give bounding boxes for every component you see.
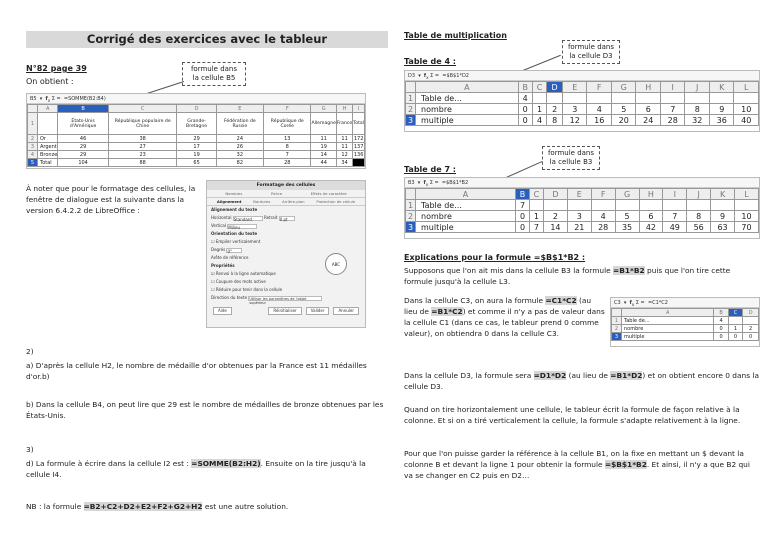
table-cell[interactable]: 7	[264, 151, 311, 159]
dialog-buttons	[207, 306, 365, 316]
table-cell[interactable]: 16	[587, 115, 612, 126]
table-cell[interactable]: 0	[518, 104, 532, 115]
table-cell[interactable]: I	[660, 82, 685, 93]
table-cell[interactable]: 13	[264, 135, 311, 143]
table-cell[interactable]	[587, 93, 612, 104]
table-cell[interactable]: 28	[591, 222, 615, 233]
left-column	[26, 0, 388, 543]
table-cell[interactable]: 4	[518, 93, 532, 104]
expl-title: Explications pour la formule =$B$1*B2 :	[404, 253, 586, 262]
table-cell[interactable]: 3	[612, 333, 622, 341]
note-b5: formule dans la cellule B5	[182, 62, 246, 86]
table-cell[interactable]: 9	[711, 211, 735, 222]
table-cell[interactable]: 29	[177, 135, 216, 143]
horizontal-row: Horizontal Standard Retrait 0 pt	[207, 214, 365, 222]
table7-spreadsheet	[404, 177, 760, 239]
table-cell[interactable]: Total	[353, 113, 365, 135]
table-cell[interactable]: 23	[108, 151, 177, 159]
table-cell[interactable]: 3	[28, 143, 38, 151]
table-cell[interactable]	[660, 93, 685, 104]
para-drag: Quand on tire horizontalement une cellule, le tableur écrit la formule de façon relative à la colonne. Et si on a tiré verticalement la cellule, la formule s'adapte relativement à la ligne.	[404, 405, 741, 425]
column-header-row	[406, 82, 759, 93]
table-cell[interactable]	[544, 200, 568, 211]
table-cell[interactable]: Argent	[38, 143, 58, 151]
table-row	[406, 222, 759, 233]
table-cell[interactable]: 63	[711, 222, 735, 233]
help-button[interactable]: Aide	[213, 307, 232, 315]
table-cell[interactable]	[687, 200, 711, 211]
medals-spreadsheet	[26, 93, 366, 169]
table-cell[interactable]: D	[544, 189, 568, 200]
dialog-tabs-row2	[207, 198, 365, 206]
format-cells-dialog	[206, 180, 366, 328]
formula-bar-t7: B3 ▾ $f_x$ Σ = =$B$1*B2	[405, 178, 759, 188]
table-cell[interactable]: 21	[567, 222, 591, 233]
table-cell[interactable]: 19	[177, 151, 216, 159]
table-cell[interactable]: 12	[562, 115, 587, 126]
table-row	[28, 135, 365, 143]
formula-bar: B5 ▾ $f_x$ Σ = =SOMME(B2:B4)	[27, 94, 365, 104]
table-cell[interactable]: G	[311, 105, 336, 113]
table-cell[interactable]: J	[687, 189, 711, 200]
table-cell[interactable]: 2	[544, 211, 568, 222]
table-cell[interactable]: B	[518, 82, 532, 93]
medals-table	[27, 104, 365, 167]
table-cell[interactable]: 0	[518, 115, 532, 126]
table-cell[interactable]: Table de...	[416, 200, 516, 211]
table-cell[interactable]: nombre	[416, 104, 519, 115]
table-cell[interactable]	[612, 309, 622, 317]
table-cell[interactable]: 19	[311, 143, 336, 151]
table-cell[interactable]	[406, 189, 416, 200]
table-cell[interactable]: B	[58, 105, 109, 113]
table-cell[interactable]	[743, 317, 759, 325]
ok-button[interactable]: Valider	[306, 307, 330, 315]
dialog-title: Formatage des cellules	[207, 181, 365, 190]
table-cell[interactable]: 2	[406, 211, 416, 222]
table-cell[interactable]: 26	[216, 143, 263, 151]
q2-label: 2)	[26, 347, 34, 356]
table-row	[28, 159, 365, 167]
degrees-field[interactable]: 0°	[226, 248, 242, 253]
vertical-row: Vertical Milieu	[207, 222, 365, 230]
table-cell[interactable]: 28	[264, 159, 311, 167]
table-cell[interactable]: E	[567, 189, 591, 200]
table-cell[interactable]: D	[177, 105, 216, 113]
table-cell[interactable]: H	[639, 189, 663, 200]
table-cell[interactable]: 40	[734, 115, 759, 126]
table7	[405, 188, 759, 233]
table-cell[interactable]: 4	[714, 317, 728, 325]
table-cell[interactable]: I	[663, 189, 687, 200]
table-cell[interactable]: 24	[216, 135, 263, 143]
table-cell[interactable]: 5	[611, 104, 636, 115]
table-cell[interactable]	[711, 200, 735, 211]
para-fix: Pour que l'on puisse garder la référence à la cellule B1, on la fixe en mettant un $ devant la colonne B et devant la ligne 1 pour obtenir la formule =$B$1*B2. Et ainsi, il n'y a que B2 qui va se changer en C2 puis en D2…	[404, 449, 750, 480]
table-row	[612, 333, 759, 341]
table-cell[interactable]	[567, 200, 591, 211]
formula-sum-alt: =B2+C2+D2+E2+F2+G2+H2	[83, 502, 203, 511]
formula-somme: =SOMME(B2:H2)	[191, 459, 261, 468]
table-cell[interactable]	[728, 317, 743, 325]
table-row	[612, 325, 759, 333]
table-row	[406, 200, 759, 211]
table4	[405, 81, 759, 126]
table-cell[interactable]	[547, 93, 563, 104]
formula-bar-t4: D3 ▾ $f_x$ Σ = =$B$1*D2	[405, 71, 759, 81]
table-cell[interactable]: 1	[532, 104, 546, 115]
q3-label: 3)	[26, 445, 34, 454]
table-cell[interactable]: 20	[611, 115, 636, 126]
nb-note: NB : la formule =B2+C2+D2+E2+F2+G2+H2 est une autre solution.	[26, 502, 289, 511]
tab-protection[interactable]: Protection de cellule	[316, 199, 356, 204]
table-cell[interactable]: 3	[567, 211, 591, 222]
para-format: À noter que pour le formatage des cellules, la fenêtre de dialogue est la suivante dans la version 6.4.2.2 de LibreOffice :	[26, 184, 196, 215]
q2b: b) Dans la cellule B4, on peut lire que 29 est le nombre de médailles de bronze obtenues par les États-Unis.	[26, 400, 384, 420]
table-cell[interactable]: 1	[406, 93, 416, 104]
table-cell[interactable]: 5	[28, 159, 38, 167]
table-cell[interactable]: 9	[709, 104, 734, 115]
table-cell[interactable]: France	[336, 113, 352, 135]
table-cell[interactable]: Or	[38, 135, 58, 143]
table-cell[interactable]	[663, 200, 687, 211]
table-cell[interactable]: 10	[734, 104, 759, 115]
table-cell[interactable]	[709, 93, 734, 104]
table-cell[interactable]	[562, 93, 587, 104]
table-cell[interactable]: 34	[336, 159, 352, 167]
table-cell[interactable]: 12	[336, 151, 352, 159]
table-cell[interactable]: K	[709, 82, 734, 93]
table-cell[interactable]: 4	[532, 115, 546, 126]
table-row	[28, 143, 365, 151]
table-cell[interactable]: G	[611, 82, 636, 93]
note-b3: formule dans la cellule B3	[542, 146, 600, 170]
horizontal-select[interactable]: Standard	[233, 216, 263, 221]
stack-vertically: ☐ Empiler verticalement	[211, 239, 261, 244]
table-cell[interactable]: 29	[58, 143, 109, 151]
table-row	[612, 317, 759, 325]
table-cell[interactable]: C	[532, 82, 546, 93]
formula-bar-mini: C3 ▾ $f_x$ Σ = =C1*C2	[611, 298, 759, 308]
table-cell[interactable]: F	[264, 105, 311, 113]
table-cell[interactable]: B	[516, 189, 530, 200]
table-row	[406, 104, 759, 115]
table-cell[interactable]: Allemagne	[311, 113, 336, 135]
t4-title: Table de 4 :	[404, 57, 456, 66]
table-cell[interactable]: 28	[660, 115, 685, 126]
table-cell[interactable]: 136	[353, 151, 364, 158]
table-cell[interactable]: 11	[311, 135, 336, 143]
table-cell[interactable]: 2	[743, 325, 759, 333]
table-cell[interactable]: 3	[406, 115, 416, 126]
table-cell[interactable]: 0	[743, 333, 759, 341]
wrap-row: ☑ Renvoi à la ligne automatique	[211, 271, 276, 276]
table-cell[interactable]: Table de...	[416, 93, 519, 104]
table-cell[interactable]: 3	[406, 222, 416, 233]
table-cell[interactable]	[639, 200, 663, 211]
hyphen-row: ☐ Coupure des mots active	[211, 279, 266, 284]
table-cell[interactable]: nombre	[622, 325, 714, 333]
table-cell[interactable]: 0	[516, 222, 530, 233]
dialog-tabs-row1	[207, 190, 365, 198]
table-cell[interactable]: 1	[612, 317, 622, 325]
table-cell[interactable]	[529, 200, 543, 211]
table-cell[interactable]: 7	[516, 200, 530, 211]
table-cell[interactable]	[406, 82, 416, 93]
table-cell[interactable]: Table de...	[622, 317, 714, 325]
table-cell[interactable]	[615, 200, 639, 211]
table-cell[interactable]: 137	[353, 143, 364, 150]
table-cell[interactable]: 8	[547, 115, 563, 126]
table-cell[interactable]: Bronze	[38, 151, 58, 159]
table-cell[interactable]: États-Unis d'Amérique	[58, 113, 109, 135]
expl-1: Supposons que l'on ait mis dans la cellule B3 la formule =B1*B2 puis que l'on tire cette formule jusqu'à la cellule L3.	[404, 266, 731, 286]
table-cell[interactable]: D	[743, 309, 759, 317]
table-cell[interactable]: 1	[529, 211, 543, 222]
table-cell[interactable]: 1	[28, 113, 38, 135]
table4-spreadsheet	[404, 70, 760, 132]
table-cell[interactable]: 27	[108, 143, 177, 151]
table-cell[interactable]: D	[547, 82, 563, 93]
table-cell[interactable]: C	[728, 309, 743, 317]
expl-3: Dans la cellule D3, la formule sera =D1*D2 (au lieu de =B1*D2) et on obtient encore 0 dans la cellule D3.	[404, 371, 759, 391]
column-header-row	[612, 309, 759, 317]
table-cell[interactable]: 14	[311, 151, 336, 159]
table-cell[interactable]: 2	[612, 325, 622, 333]
table-cell[interactable]: multiple	[622, 333, 714, 341]
table-cell[interactable]	[685, 93, 710, 104]
table-cell[interactable]: 8	[685, 104, 710, 115]
table-cell[interactable]: E	[216, 105, 263, 113]
tab-font-effects[interactable]: Effets de caractère	[310, 191, 347, 196]
table-cell[interactable]: 2	[547, 104, 563, 115]
table-cell[interactable]: 7	[529, 222, 543, 233]
table-cell[interactable]	[735, 200, 759, 211]
table-cell[interactable]: 38	[108, 135, 177, 143]
table-cell[interactable]: 46	[58, 135, 109, 143]
tab-alignment[interactable]: Alignement	[216, 199, 242, 204]
expl-2: Dans la cellule C3, on aura la formule =C1*C2 (au lieu de =B1*C2) et comme il n'y a pas de valeur dans la cellule C1 (dans ce cas, le tableur prend 0 comme valeur), on obtiendra 0 dans la cellule C3.	[404, 296, 605, 338]
table-cell[interactable]: 11	[336, 135, 352, 143]
table-cell[interactable]: 32	[216, 151, 263, 159]
indent-field[interactable]: 0 pt	[279, 216, 295, 221]
table-cell[interactable]	[532, 93, 546, 104]
table-cell[interactable]	[28, 105, 38, 113]
table-cell[interactable]: République de Corée	[264, 113, 311, 135]
table-cell[interactable]: 172	[353, 135, 364, 142]
reset-button[interactable]: Réinitialiser	[268, 307, 301, 315]
table-cell[interactable]: C	[108, 105, 177, 113]
table-cell[interactable]: 6	[636, 104, 661, 115]
table-cell[interactable]: K	[711, 189, 735, 200]
table-cell[interactable]: H	[336, 105, 352, 113]
table-cell[interactable]: A	[622, 309, 714, 317]
table-cell[interactable]: nombre	[416, 211, 516, 222]
table-cell[interactable]: 49	[663, 222, 687, 233]
page-banner: Corrigé des exercices avec le tableur	[26, 31, 388, 48]
table-cell[interactable]: 44	[311, 159, 336, 167]
table-cell[interactable]: H	[636, 82, 661, 93]
table-cell[interactable]	[734, 93, 759, 104]
table-cell[interactable]: C	[529, 189, 543, 200]
tab-borders[interactable]: Bordures	[253, 199, 271, 204]
table-cell[interactable]: 11	[336, 143, 352, 151]
on-obtient: On obtient :	[26, 77, 74, 86]
table-cell[interactable]: 35	[615, 222, 639, 233]
table-cell[interactable]: 0	[714, 325, 728, 333]
table-cell[interactable]: Grande-Bretagne	[177, 113, 216, 135]
table-cell[interactable]: L	[734, 82, 759, 93]
table-cell[interactable]	[38, 113, 58, 135]
table-cell[interactable]: 2	[28, 135, 38, 143]
textdir-select[interactable]: Utiliser les paramètres de l'objet supérieur	[248, 296, 322, 301]
table-cell[interactable]: A	[38, 105, 58, 113]
table-cell[interactable]: 6	[639, 211, 663, 222]
table-row	[28, 151, 365, 159]
table-cell[interactable]: B	[714, 309, 728, 317]
rotation-knob[interactable]: ABC	[325, 253, 347, 275]
table-cell[interactable]: 70	[735, 222, 759, 233]
table-cell[interactable]: L	[735, 189, 759, 200]
table-cell[interactable]: Total	[38, 159, 58, 167]
table-cell[interactable]: 4	[28, 151, 38, 159]
table-cell[interactable]: 17	[177, 143, 216, 151]
table-cell[interactable]: E	[562, 82, 587, 93]
table-cell[interactable]: 88	[108, 159, 177, 167]
exercise-title: N°82 page 39	[26, 64, 87, 73]
table-cell[interactable]: A	[416, 82, 519, 93]
table-cell[interactable]: A	[416, 189, 516, 200]
table-cell[interactable]: F	[587, 82, 612, 93]
textdir-row: Direction du texte Utiliser les paramètres de l'objet supérieur	[207, 294, 365, 302]
table-row	[406, 115, 759, 126]
mini-table	[611, 308, 759, 341]
note-d3: formule dans la cellule D3	[562, 40, 620, 64]
table-cell[interactable]	[353, 159, 365, 167]
table-row	[406, 93, 759, 104]
q3d: d) La formule à écrire dans la cellule I2 est : =SOMME(B2:H2). Ensuite on la tire jusqu'à la cellule I4.	[26, 459, 366, 479]
table-cell[interactable]: 56	[687, 222, 711, 233]
sec-properties: Propriétés	[211, 263, 235, 268]
q2a: a) D'après la cellule H2, le nombre de médaille d'or obtenues par la France est 11 médailles d'or.b)	[26, 361, 367, 381]
table-cell[interactable]: 29	[58, 151, 109, 159]
table-cell[interactable]: 10	[735, 211, 759, 222]
degrees-row: Degrés 0°	[207, 246, 365, 254]
table-cell[interactable]: 2	[406, 104, 416, 115]
table-cell[interactable]: 4	[587, 104, 612, 115]
tab-numbers[interactable]: Nombres	[225, 191, 243, 196]
table-cell[interactable]: 32	[685, 115, 710, 126]
tab-background[interactable]: Arrière-plan	[282, 199, 305, 204]
mini-spreadsheet	[610, 297, 760, 347]
table-cell[interactable]: 5	[615, 211, 639, 222]
sec-orientation: Orientation du texte	[211, 231, 258, 236]
table-cell[interactable]: G	[615, 189, 639, 200]
table-cell[interactable]: 1	[406, 200, 416, 211]
cancel-button[interactable]: Annuler	[333, 307, 359, 315]
header-row	[28, 113, 365, 135]
column-header-row	[406, 189, 759, 200]
table-cell[interactable]: 4	[591, 211, 615, 222]
table-cell[interactable]: République populaire de Chine	[108, 113, 177, 135]
table-cell[interactable]: 65	[177, 159, 216, 167]
vertical-select[interactable]: Milieu	[227, 224, 257, 229]
table-cell[interactable]: J	[685, 82, 710, 93]
table-cell[interactable]: Fédération de Russie	[216, 113, 263, 135]
table-cell[interactable]: multiple	[416, 222, 516, 233]
table-cell[interactable]: 3	[562, 104, 587, 115]
table-cell[interactable]: 104	[58, 159, 109, 167]
tab-font[interactable]: Police	[271, 191, 283, 196]
table-cell[interactable]: 24	[636, 115, 661, 126]
table-cell[interactable]	[591, 200, 615, 211]
shrink-row: ☐ Réduire pour tenir dans la cellule	[211, 287, 283, 292]
table-cell[interactable]: 42	[639, 222, 663, 233]
mult-title: Table de multiplication	[404, 31, 507, 40]
table-cell[interactable]: 0	[516, 211, 530, 222]
table-cell[interactable]: 36	[709, 115, 734, 126]
right-column	[404, 0, 760, 543]
table-cell[interactable]: 82	[216, 159, 263, 167]
table-cell[interactable]: F	[591, 189, 615, 200]
table-cell[interactable]: 8	[687, 211, 711, 222]
table-cell[interactable]: 1	[728, 325, 743, 333]
table-cell[interactable]: 0	[728, 333, 743, 341]
sec-text-alignment: Alignement du texte	[211, 207, 258, 212]
table-cell[interactable]: 7	[663, 211, 687, 222]
table-cell[interactable]: 0	[714, 333, 728, 341]
table-row	[406, 211, 759, 222]
ref-edge-row: Arête de référence	[211, 255, 249, 260]
t7-title: Table de 7 :	[404, 165, 456, 174]
table-cell[interactable]	[636, 93, 661, 104]
column-header-row	[28, 105, 365, 113]
table-cell[interactable]: multiple	[416, 115, 519, 126]
table-cell[interactable]: I	[353, 105, 365, 113]
table-cell[interactable]	[611, 93, 636, 104]
table-cell[interactable]: 14	[544, 222, 568, 233]
table-cell[interactable]: 8	[264, 143, 311, 151]
table-cell[interactable]: 7	[660, 104, 685, 115]
